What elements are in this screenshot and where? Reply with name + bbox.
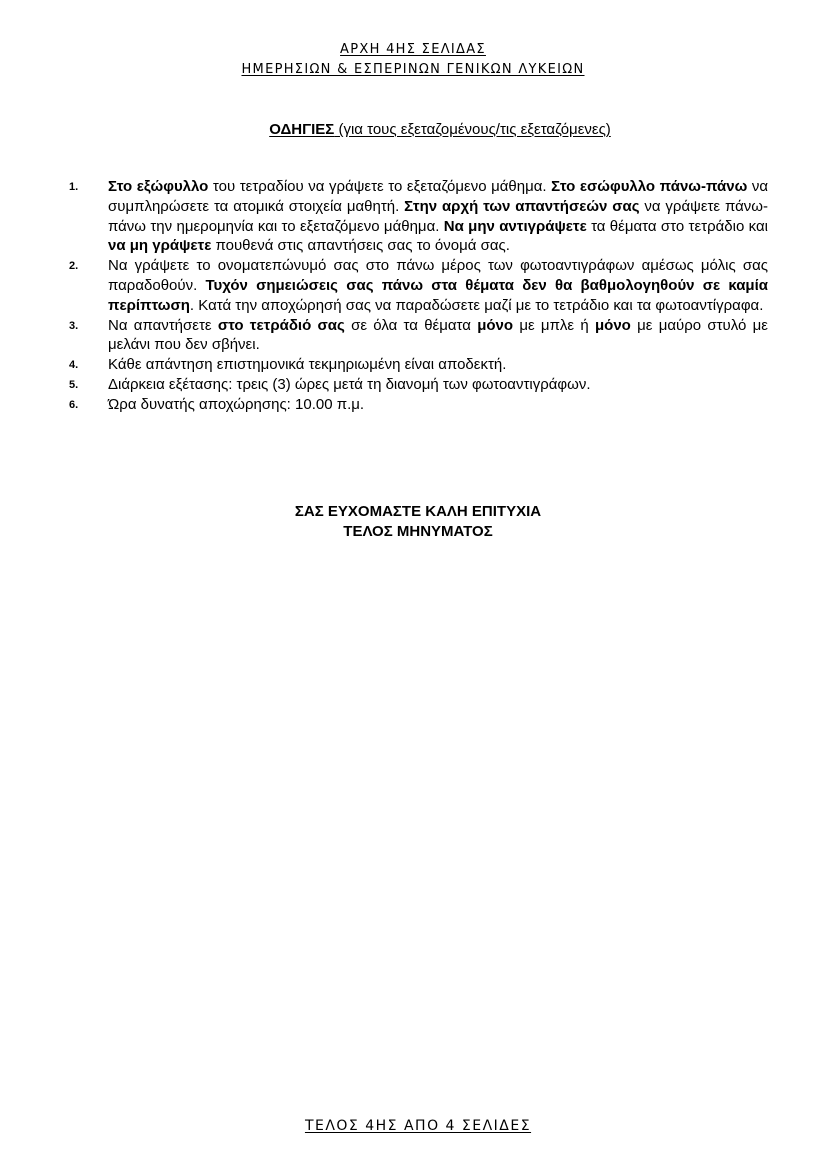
instruction-item	[65, 177, 768, 256]
instruction-text: σε όλα τα θέματα	[344, 316, 478, 334]
instruction-emphasis: Στην αρχή των απαντήσεών σας	[404, 197, 640, 215]
page-header-school-type: ΗΜΕΡΗΣΙΩΝ & ΕΣΠΕΡΙΝΩΝ ΓΕΝΙΚΩΝ ΛΥΚΕΙΩΝ	[241, 62, 585, 77]
instruction-text: Ώρα δυνατής αποχώρησης: 10.00 π.μ.	[108, 395, 365, 413]
closing-wishes: ΣΑΣ ΕΥΧΟΜΑΣΤΕ ΚΑΛΗ ΕΠΙΤΥΧΙΑ	[294, 503, 542, 520]
instructions-title-rest: (για τους εξεταζομένους/τις εξεταζόμενες)	[334, 121, 611, 138]
instruction-item	[65, 375, 768, 395]
instruction-text: με μπλε ή	[513, 316, 595, 334]
instruction-number: 6.	[69, 398, 79, 411]
instruction-emphasis: μόνο	[594, 316, 631, 334]
closing-end-of-message: ΤΕΛΟΣ ΜΗΝΥΜΑΤΟΣ	[343, 523, 493, 540]
instruction-emphasis: στο τετράδιό σας	[217, 316, 345, 334]
instruction-number: 3.	[69, 319, 79, 332]
page-footer: ΤΕΛΟΣ 4ΗΣ ΑΠΟ 4 ΣΕΛΙΔΕΣ	[304, 1118, 532, 1134]
instruction-text: Διάρκεια εξέτασης: τρεις (3) ώρες μετά τη διανομή των φωτοαντιγράφων.	[108, 375, 591, 393]
instruction-text: του τετραδίου να γράψετε το εξεταζόμενο μάθημα.	[208, 178, 552, 195]
instruction-item	[65, 316, 768, 356]
instruction-emphasis: Στο εσώφυλλο πάνω-πάνω	[551, 178, 748, 195]
page-header-start: ΑΡΧΗ 4ΗΣ ΣΕΛΙΔΑΣ	[340, 42, 486, 57]
instruction-text: Κάθε απάντηση επιστημονικά τεκμηριωμένη είναι αποδεκτή.	[108, 356, 507, 374]
instruction-text: να γράψετε πάνω-πάνω την ημερομηνία και το εξεταζόμενο μάθημα.	[108, 197, 768, 235]
instruction-text: με μαύρο στυλό με μελάνι που δεν σβήνει.	[108, 316, 768, 354]
instruction-item	[65, 355, 768, 375]
instruction-emphasis: Τυχόν σημειώσεις σας πάνω στα θέματα δεν θα βαθμολογηθούν σε καμία περίπτωση	[108, 276, 768, 314]
instruction-emphasis: Να μην αντιγράψετε	[443, 217, 587, 235]
instruction-text: πουθενά στις απαντήσεις σας το όνομά σας.	[211, 237, 510, 255]
instruction-number: 1.	[69, 181, 79, 193]
instruction-item	[65, 395, 768, 415]
instructions-list	[65, 177, 768, 415]
instruction-number: 2.	[69, 260, 79, 273]
instruction-item	[65, 256, 768, 315]
instructions-title-bold: ΟΔΗΓΙΕΣ	[269, 121, 335, 138]
instruction-number: 4.	[69, 359, 79, 372]
instruction-text: Να γράψετε το ονοματεπώνυμό σας στο πάνω μέρος των φωτοαντιγράφων αμέσως μόλις σας παραδοθούν.	[108, 257, 768, 294]
instruction-number: 5.	[69, 378, 79, 391]
instruction-emphasis: μόνο	[477, 316, 514, 334]
instructions-title	[0, 121, 826, 138]
instruction-emphasis: Στο εξώφυλλο	[108, 178, 209, 195]
instruction-text: . Κατά την αποχώρησή σας να παραδώσετε μαζί με το τετράδιο και τα φωτοαντίγραφα.	[189, 296, 764, 314]
instruction-text: να συμπληρώσετε τα ατομικά στοιχεία μαθητή.	[108, 178, 769, 215]
instruction-text: τα θέματα στο τετράδιο και	[586, 217, 769, 235]
instruction-text: Να απαντήσετε	[108, 316, 218, 334]
instruction-emphasis: να μη γράψετε	[108, 237, 212, 255]
